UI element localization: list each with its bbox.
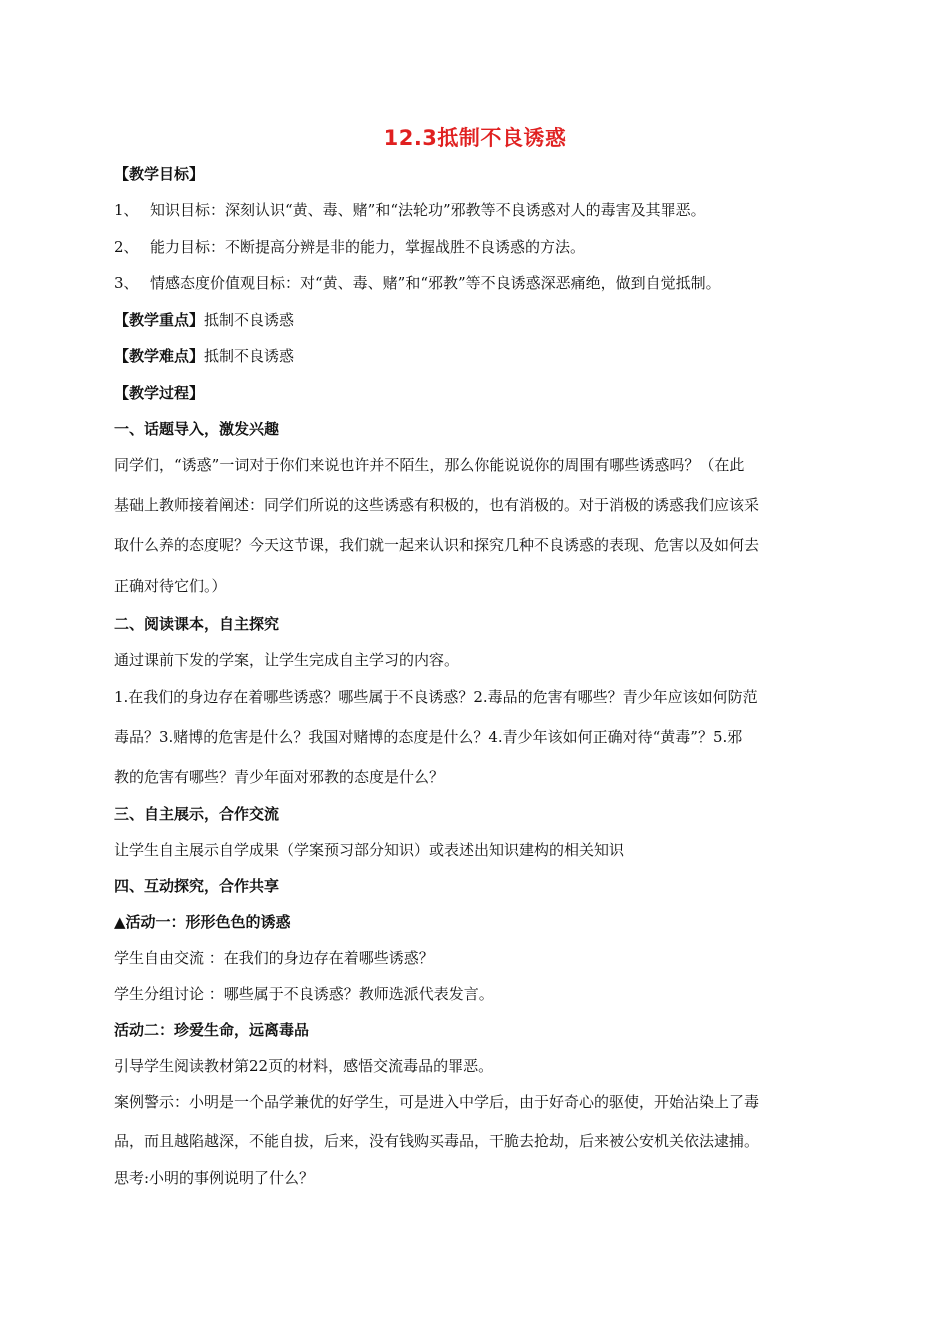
objective-text: 情感态度价值观目标：对“黄、毒、赌”和“邪教”等不良诱惑深恶痛绝，做到自觉抵制。 [150,274,721,292]
objective-number: 3、 [114,274,139,292]
objective-text: 知识目标：深刻认识“黄、毒、赌”和“法轮功”邪教等不良诱惑对人的毒害及其罪恶。 [150,201,706,219]
paragraph-line: 取什么养的态度呢？今天这节课，我们就一起来认识和探究几种不良诱惑的表现、危害以及如何去 [114,536,760,554]
difficulty-text: 抵制不良诱惑 [204,347,295,365]
objective-number: 1、 [114,201,139,219]
paragraph-line: 让学生自主展示自学成果（学案预习部分知识）或表述出知识建构的相关知识 [114,841,625,859]
paragraph-line: 通过课前下发的学案，让学生完成自主学习的内容。 [114,651,460,669]
difficulty-line [114,346,294,366]
paragraph-line: 同学们，“诱惑”一词对于你们来说也许并不陌生，那么你能说说你的周围有哪些诱惑吗？（在此 [114,456,745,474]
objectives-heading: 【教学目标】 [114,165,205,183]
paragraph-line: 引导学生阅读教材第22页的材料，感悟交流毒品的罪恶。 [114,1057,494,1075]
paragraph-line: 思考:小明的事例说明了什么？ [114,1169,315,1187]
key-point-label: 【教学重点】 [114,311,205,329]
part3-heading: 三、自主展示，合作交流 [114,805,280,823]
document-title: 12.3抵制不良诱惑 [383,126,567,150]
key-point-text: 抵制不良诱惑 [204,311,295,329]
paragraph-line: 正确对待它们。） [114,577,227,595]
paragraph-line: 案例警示：小明是一个品学兼优的好学生，可是进入中学后，由于好奇心的驱使，开始沾染上了毒 [114,1093,760,1111]
activity1-heading: ▲活动一：形形色色的诱惑 [114,913,291,931]
objective-number: 2、 [114,238,139,256]
part4-heading: 四、互动探究，合作共享 [114,877,280,895]
key-point-line [114,310,294,330]
paragraph-line: 品，而且越陷越深，不能自拔，后来，没有钱购买毒品，干脆去抢劫，后来被公安机关依法逮捕。 [114,1132,760,1150]
part1-heading: 一、话题导入，激发兴趣 [114,420,280,438]
objective-text: 能力目标：不断提高分辨是非的能力，掌握战胜不良诱惑的方法。 [150,238,586,256]
paragraph-line: 学生分组讨论 ：哪些属于不良诱惑？教师选派代表发言。 [114,985,494,1003]
objective-item [114,273,721,293]
paragraph-line: 基础上教师接着阐述：同学们所说的这些诱惑有积极的，也有消极的。对于消极的诱惑我们应该采 [114,496,760,514]
paragraph-line: 毒品？3.赌博的危害是什么？我国对赌博的态度是什么？4.青少年该如何正确对待“黄毒”？5.邪 [114,728,743,746]
objective-item [114,237,585,257]
activity2-heading: 活动二：珍爱生命，远离毒品 [114,1021,310,1039]
paragraph-line: 教的危害有哪些？青少年面对邪教的态度是什么？ [114,768,445,786]
part2-heading: 二、阅读课本，自主探究 [114,615,280,633]
difficulty-label: 【教学难点】 [114,347,205,365]
process-heading: 【教学过程】 [114,384,205,402]
objective-item [114,200,706,220]
paragraph-line: 学生自由交流 ：在我们的身边存在着哪些诱惑？ [114,949,434,967]
paragraph-line: 1.在我们的身边存在着哪些诱惑？哪些属于不良诱惑？2.毒品的危害有哪些？青少年应该如何防范 [114,688,758,706]
